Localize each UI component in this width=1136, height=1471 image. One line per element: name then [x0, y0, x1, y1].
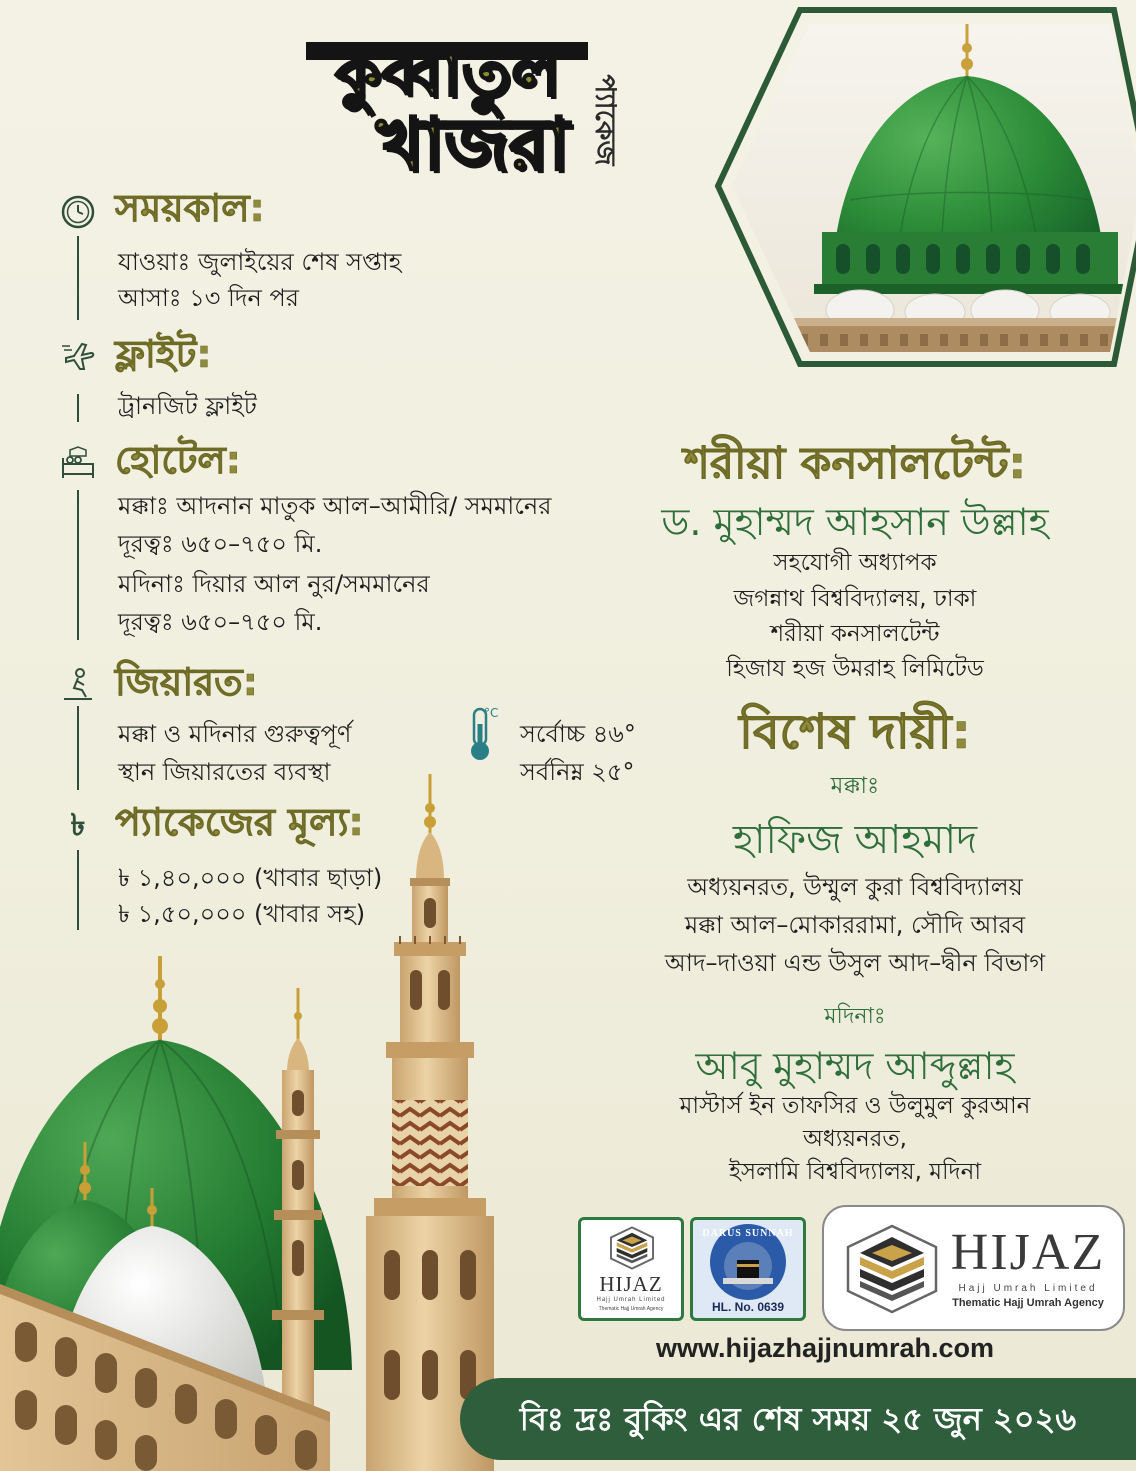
ziyarat-line: মক্কা ও মদিনার গুরুত্বপূর্ণ — [118, 720, 352, 748]
ziyarat-divider — [77, 706, 79, 790]
duration-heading: সময়কাল: — [115, 186, 265, 230]
hijaz-small-name: HIJAZ — [599, 1272, 663, 1296]
website-link[interactable]: www.hijazhajjnumrah.com — [655, 1333, 995, 1363]
makkah-dai-detail: মক্কা আল–মোকাররামা, সৌদি আরব — [684, 911, 1026, 939]
green-dome-photo — [710, 0, 1136, 372]
price-heading: প্যাকেজের মূল্য: — [115, 800, 364, 844]
flight-heading: ফ্লাইট: — [115, 332, 212, 376]
flight-divider — [77, 394, 79, 422]
hijaz-large-tagline: Thematic Hajj Umrah Agency — [952, 1297, 1104, 1309]
special-dai-heading: বিশেষ দায়ী: — [739, 704, 971, 760]
booking-deadline-banner — [460, 1378, 1136, 1460]
package-tag: প্যাকেজ — [589, 74, 622, 166]
hijaz-small-sub: Hajj Umrah Limited — [596, 1297, 666, 1303]
duration-divider — [77, 236, 79, 320]
consultant-detail: শরীয়া কনসালটেন্ট — [770, 621, 940, 647]
price-line: ৳ ১,৫০,০০০ (খাবার সহ) — [118, 900, 366, 928]
hotel-line: মদিনাঃ দিয়ার আল নুর/সমমানের — [118, 570, 430, 598]
hotel-bed-icon — [60, 446, 96, 482]
hotel-line: দূরত্বঃ ৬৫০–৭৫০ মি. — [118, 608, 323, 636]
airplane-icon — [60, 336, 96, 372]
consultant-detail: হিজায হজ উমরাহ লিমিটেড — [726, 656, 984, 682]
darus-sunnah-logo — [690, 1217, 806, 1321]
makkah-dai-name: হাফিজ আহমাদ — [732, 817, 978, 863]
praying-person-icon — [60, 666, 96, 702]
thermometer-unit: °C — [484, 706, 499, 720]
hijaz-small-tagline: Thematic Hajj Umrah Agency — [598, 1306, 664, 1312]
flight-line: ট্রানজিট ফ্লাইট — [118, 392, 257, 420]
consultant-detail: সহযোগী অধ্যাপক — [773, 550, 937, 576]
makkah-dai-detail: আদ–দাওয়া এন্ড উসুল আদ–দ্বীন বিভাগ — [664, 949, 1046, 977]
hijaz-emblem-icon — [844, 1223, 940, 1315]
hotel-line: মক্কাঃ আদনান মাতুক আল–আমীরি/ সমমানের — [118, 492, 552, 520]
madinah-dai-detail: মাস্টার্স ইন তাফসির ও উলুমুল কুরআন — [679, 1093, 1031, 1119]
consultant-name: ড. মুহাম্মদ আহসান উল্লাহ — [661, 500, 1049, 544]
madinah-dai-detail: অধ্যয়নরত, — [803, 1126, 907, 1152]
hotel-divider — [77, 490, 79, 640]
hotel-heading: হোটেল: — [115, 438, 241, 482]
title-line-1: কুব্বাতুল — [334, 34, 561, 111]
title-line-2: খাজরা — [375, 102, 570, 186]
hijaz-small-logo — [578, 1217, 684, 1321]
booking-deadline-text: বিঃ দ্রঃ বুকিং এর শেষ সময় ২৫ জুন ২০২৬ — [519, 1400, 1077, 1438]
clock-icon — [60, 194, 96, 230]
makkah-label: মক্কাঃ — [830, 773, 880, 799]
madinah-dai-detail: ইসলামি বিশ্ববিদ্যালয়, মদিনা — [728, 1159, 982, 1185]
hijaz-large-sub: Hajj Umrah Limited — [958, 1283, 1098, 1294]
ziyarat-line: স্থান জিয়ারতের ব্যবস্থা — [118, 758, 331, 786]
temperature-min: সর্বনিম্ন ২৫° — [520, 758, 635, 786]
hijaz-large-logo — [822, 1205, 1125, 1331]
darus-sunnah-name: DARUS SUNNAH — [702, 1228, 794, 1239]
makkah-dai-detail: অধ্যয়নরত, উম্মুল কুরা বিশ্ববিদ্যালয় — [687, 873, 1023, 901]
madinah-label: মদিনাঃ — [824, 1004, 886, 1029]
hotel-line: দূরত্বঃ ৬৫০–৭৫০ মি. — [118, 530, 323, 558]
duration-line: যাওয়াঃ জুলাইয়ের শেষ সপ্তাহ — [118, 248, 402, 276]
price-divider — [77, 850, 79, 930]
consultant-heading: শরীয়া কনসালটেন্ট: — [683, 438, 1027, 489]
darus-sunnah-license: HL. No. 0639 — [711, 1300, 785, 1314]
ziyarat-heading: জিয়ারত: — [115, 660, 258, 704]
consultant-detail: জগন্নাথ বিশ্ববিদ্যালয়, ঢাকা — [733, 586, 977, 612]
price-line: ৳ ১,৪০,০০০ (খাবার ছাড়া) — [118, 864, 383, 892]
hijaz-emblem-icon — [609, 1226, 655, 1270]
duration-line: আসাঃ ১৩ দিন পর — [118, 284, 299, 312]
temperature-max: সর্বোচ্চ ৪৬° — [520, 720, 636, 748]
hijaz-large-name: HIJAZ — [950, 1224, 1106, 1281]
tall-minaret — [366, 774, 494, 1471]
taka-icon: ৳ — [70, 808, 86, 843]
madinah-dai-name: আবু মুহাম্মদ আব্দুল্লাহ — [695, 1044, 1015, 1088]
